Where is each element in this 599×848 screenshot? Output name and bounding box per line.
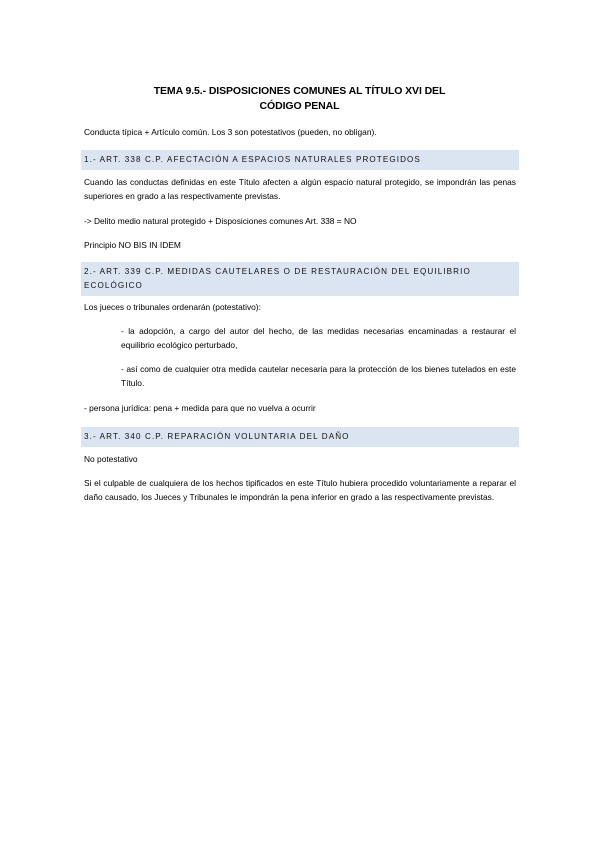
- section-1-paragraph-3: Principio NO BIS IN IDEM: [84, 240, 181, 250]
- title-line-1: TEMA 9.5.- DISPOSICIONES COMUNES AL TÍTULO XVI DEL: [153, 85, 446, 97]
- section-3-heading: 3.- ART. 340 C.P. REPARACIÓN VOLUNTARIA DEL DAÑO: [81, 427, 519, 447]
- section-1-heading: 1.- ART. 338 C.P. AFECTACIÓN A ESPACIOS NATURALES PROTEGIDOS: [81, 150, 519, 170]
- section-2-heading-line-1: 2.- ART. 339 C.P. MEDIDAS CAUTELARES O DE RESTAURACIÓN DEL EQUILIBRIO: [84, 267, 471, 276]
- section-1-paragraph-2: -> Delito medio natural protegido + Disposiciones comunes Art. 338 = NO: [84, 216, 357, 226]
- section-2-heading: [81, 262, 519, 296]
- title-line-2: CÓDIGO PENAL: [259, 100, 340, 112]
- section-2-paragraph-1: Los jueces o tribunales ordenarán (potestativo):: [84, 302, 261, 312]
- section-2-bullet-2: - así como de cualquier otra medida cautelar necesaria para la protección de los bienes tutelados en este Título.: [121, 364, 516, 388]
- section-3-paragraph-1: No potestativo: [84, 454, 138, 464]
- section-1-paragraph-1: Cuando las conductas definidas en este Título afecten a algún espacio natural protegido, se impondrán las penas superiores en grado a las respectivamente previstas.: [84, 177, 516, 201]
- intro-text: Conducta típica + Artículo común. Los 3 son potestativos (pueden, no obligan).: [84, 127, 377, 137]
- section-2-paragraph-legal-person: - persona jurídica: pena + medida para que no vuelva a ocurrir: [84, 403, 316, 413]
- document-title: [0, 84, 599, 114]
- section-2-heading-line-2: ECOLÓGICO: [84, 281, 143, 290]
- section-2-bullet-1: - la adopción, a cargo del autor del hecho, de las medidas necesarias encaminadas a restaurar el equilibrio ecológico perturbado,: [121, 326, 516, 350]
- section-3-paragraph-2: Si el culpable de cualquiera de los hechos tipificados en este Título hubiera procedido voluntariamente a reparar el daño causado, los Jueces y Tribunales le impondrán la pena inferior en grado a las respectivamente previstas.: [84, 478, 516, 502]
